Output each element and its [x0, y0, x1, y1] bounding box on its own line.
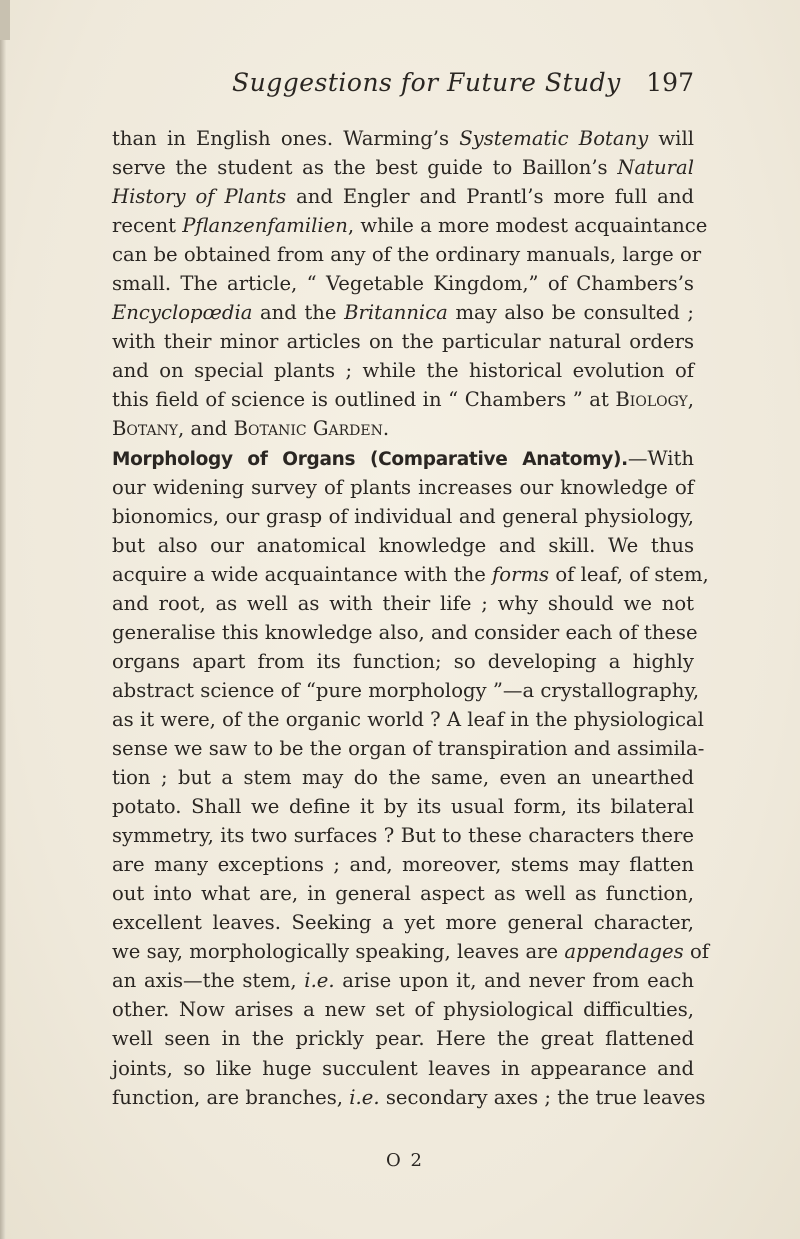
text-line: [112, 1054, 694, 1083]
text-run: will: [648, 127, 694, 150]
text-line: [112, 1024, 694, 1053]
text-line: [112, 705, 704, 734]
italic-text: Natural: [617, 156, 694, 180]
italic-text: Systematic Botany: [459, 127, 649, 150]
text-run: potato. Shall we define it by its usual form, its bilateral: [112, 795, 694, 819]
text-run: can be obtained from any of the ordinary manuals, large or: [112, 243, 702, 267]
text-run: our widening survey of plants increases our knowledge of: [112, 475, 694, 499]
text-line: [112, 182, 694, 211]
text-run: —With: [627, 446, 694, 470]
text-run: and root, as well as with their life ; why should we not: [112, 591, 694, 615]
text-line: [112, 240, 702, 269]
text-run: of leaf, of stem,: [549, 562, 709, 586]
text-run: other. Now arises a new set of physiological difficulties,: [112, 998, 694, 1022]
text-run: recent: [112, 214, 183, 238]
page-gutter-shadow: [0, 0, 6, 1239]
text-line: [112, 734, 705, 763]
text-line: [112, 531, 694, 560]
text-run: Botany,: [112, 417, 185, 441]
text-run: than in English ones. Warming’s: [112, 127, 460, 150]
text-run: an axis—the stem,: [112, 969, 305, 993]
text-run: serve the student as the best guide to Baillon’s: [112, 156, 618, 180]
text-run: this field of science is outlined in “ Chambers ” at: [112, 388, 616, 412]
text-line: [112, 298, 694, 327]
text-run: sense we saw to be the organ of transpiration and assimila-: [112, 736, 705, 760]
text-line: [112, 618, 698, 647]
text-line: [112, 211, 708, 240]
italic-text: i.e.: [349, 1085, 380, 1109]
text-run: Botanic Garden.: [233, 417, 390, 441]
text-line: [112, 269, 694, 298]
text-run: out into what are, in general aspect as well as function,: [112, 882, 694, 906]
text-line: [112, 966, 694, 995]
text-line: [112, 327, 694, 356]
text-run: and the: [252, 301, 345, 325]
italic-text: Pflanzenfamilien: [182, 214, 348, 238]
text-run: function, are branches,: [112, 1085, 350, 1109]
text-run: and on special plants ; while the historical evolution of: [112, 359, 694, 383]
text-run: small. The article, “ Vegetable Kingdom,” of Chambers’s: [112, 272, 694, 296]
text-line: [112, 502, 694, 531]
page-edge-mark: [0, 0, 10, 40]
text-run: excellent leaves. Seeking a yet more general character,: [112, 911, 694, 935]
body-text: [112, 124, 709, 1112]
text-run: generalise this knowledge also, and consider each of these: [112, 620, 698, 644]
text-line: [112, 153, 694, 182]
text-line: [112, 444, 694, 473]
text-run: but also our anatomical knowledge and skill. We thus: [112, 533, 694, 557]
text-run: acquire a wide acquaintance with the: [112, 562, 493, 586]
text-run: joints, so like huge succulent leaves in appearance and: [112, 1056, 694, 1080]
text-line: [112, 560, 709, 589]
section-heading: Morphology of Organs (Comparative Anatomy).: [112, 448, 628, 470]
text-run: well seen in the prickly pear. Here the great flattened: [112, 1027, 694, 1051]
text-line: [112, 821, 694, 850]
text-run: symmetry, its two surfaces ? But to these characters there: [112, 824, 694, 848]
text-run: with their minor articles on the particular natural orders: [112, 330, 694, 354]
text-run: are many exceptions ; and, moreover, stems may flatten: [112, 853, 694, 877]
text-line: [112, 1083, 706, 1112]
text-line: [112, 356, 694, 385]
text-run: of: [683, 940, 709, 964]
text-line: [112, 937, 709, 966]
text-line: [112, 473, 694, 502]
text-line: [112, 414, 694, 443]
text-line: [112, 995, 694, 1024]
text-line: [112, 792, 694, 821]
text-run: organs apart from its function; so developing a highly: [112, 649, 694, 673]
text-run: , while a more modest acquaintance: [347, 214, 708, 238]
text-run: Biology,: [615, 388, 694, 412]
text-line: [112, 879, 694, 908]
text-line: [112, 763, 694, 792]
italic-text: Encyclopœdia: [112, 301, 253, 325]
text-run: secondary axes ; the true leaves: [379, 1085, 706, 1109]
text-run: bionomics, our grasp of individual and general physiology,: [112, 504, 694, 528]
text-run: abstract science of “pure morphology ”—a crystallography,: [112, 678, 700, 702]
italic-text: i.e.: [304, 969, 335, 993]
running-title: Suggestions for Future Study: [232, 68, 621, 97]
page-number: 197: [646, 68, 694, 97]
text-run: may also be consulted ;: [447, 301, 694, 325]
italic-text: Britannica: [344, 301, 448, 325]
text-run: and: [184, 417, 234, 441]
signature-mark: O 2: [386, 1150, 424, 1171]
text-line: [112, 589, 694, 618]
running-head: [112, 68, 694, 104]
text-line: [112, 124, 694, 153]
text-line: [112, 647, 694, 676]
italic-text: History of Plants: [112, 185, 287, 209]
text-run: and Engler and Prantl’s more full and: [286, 185, 694, 209]
italic-text: appendages: [564, 940, 684, 964]
text-run: tion ; but a stem may do the same, even an unearthed: [112, 766, 694, 790]
text-line: [112, 850, 694, 879]
text-run: arise upon it, and never from each: [334, 969, 694, 993]
text-line: [112, 676, 700, 705]
italic-text: forms: [492, 562, 550, 586]
text-run: we say, morphologically speaking, leaves are: [112, 940, 565, 964]
text-line: [112, 908, 694, 937]
text-run: as it were, of the organic world ? A leaf in the physiological: [112, 707, 704, 731]
text-line: [112, 385, 694, 414]
